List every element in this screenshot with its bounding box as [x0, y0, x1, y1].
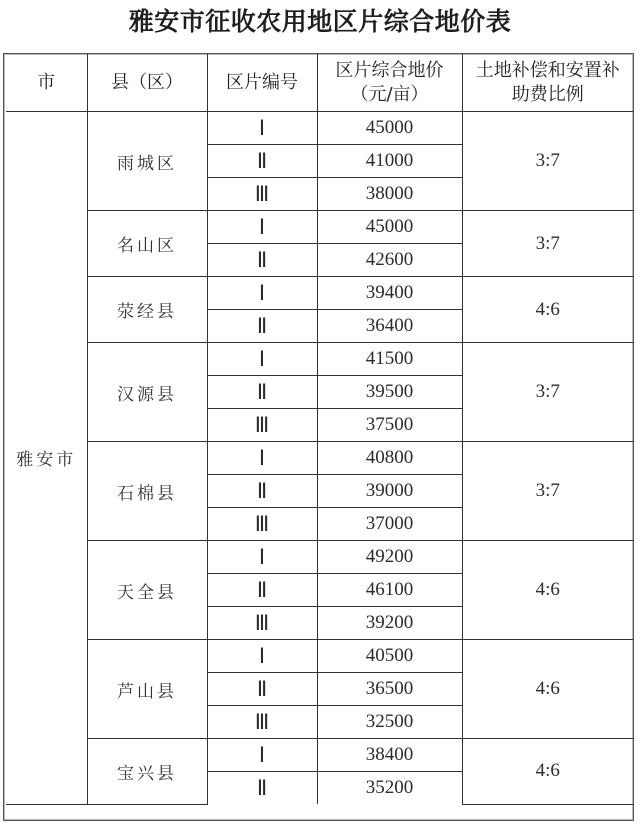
compensation-ratio-cell: 3:7	[462, 112, 633, 211]
composite-price-cell: 40500	[317, 640, 462, 673]
zone-number-cell: Ⅰ	[207, 343, 317, 376]
table-body	[6, 112, 633, 805]
table-header-row	[6, 54, 633, 112]
zone-number-cell: Ⅲ	[207, 607, 317, 640]
zone-number-cell: Ⅱ	[207, 673, 317, 706]
county-cell: 芦山县	[87, 640, 207, 739]
land-price-table	[6, 54, 633, 805]
composite-price-cell: 39500	[317, 376, 462, 409]
composite-price-cell: 46100	[317, 574, 462, 607]
county-cell: 汉源县	[87, 343, 207, 442]
zone-number-cell: Ⅲ	[207, 178, 317, 211]
zone-number-cell: Ⅰ	[207, 211, 317, 244]
table-row	[6, 211, 633, 244]
header-compensation-ratio	[462, 54, 633, 112]
composite-price-cell: 38000	[317, 178, 462, 211]
county-cell: 荥经县	[87, 277, 207, 343]
compensation-ratio-cell: 4:6	[462, 640, 633, 739]
zone-number-cell: Ⅰ	[207, 640, 317, 673]
header-county: 县（区）	[87, 54, 207, 112]
zone-number-cell: Ⅰ	[207, 541, 317, 574]
composite-price-cell: 41500	[317, 343, 462, 376]
composite-price-cell: 35200	[317, 772, 462, 805]
zone-number-cell: Ⅱ	[207, 244, 317, 277]
compensation-ratio-cell: 4:6	[462, 739, 633, 805]
composite-price-cell: 37500	[317, 409, 462, 442]
table-row	[6, 277, 633, 310]
zone-number-cell: Ⅱ	[207, 145, 317, 178]
composite-price-cell: 37000	[317, 508, 462, 541]
composite-price-cell: 32500	[317, 706, 462, 739]
zone-number-cell: Ⅲ	[207, 706, 317, 739]
header-zone-number: 区片编号	[207, 54, 317, 112]
composite-price-cell: 42600	[317, 244, 462, 277]
zone-number-cell: Ⅰ	[207, 442, 317, 475]
compensation-ratio-cell: 4:6	[462, 541, 633, 640]
table-row	[6, 442, 633, 475]
zone-number-cell: Ⅱ	[207, 475, 317, 508]
zone-number-cell: Ⅱ	[207, 772, 317, 805]
table-row	[6, 739, 633, 772]
zone-number-cell: Ⅱ	[207, 310, 317, 343]
zone-number-cell: Ⅰ	[207, 112, 317, 145]
zone-number-cell: Ⅱ	[207, 574, 317, 607]
header-composite-price	[317, 54, 462, 112]
composite-price-cell: 39400	[317, 277, 462, 310]
table-row	[6, 541, 633, 574]
header-ratio-line1: 土地补偿和安置补	[475, 59, 620, 81]
header-city: 市	[6, 54, 87, 112]
zone-number-cell: Ⅰ	[207, 277, 317, 310]
table-row	[6, 640, 633, 673]
header-ratio-line2: 助费比例	[511, 83, 584, 105]
compensation-ratio-cell: 4:6	[462, 277, 633, 343]
land-price-table-container	[3, 53, 634, 821]
composite-price-cell: 41000	[317, 145, 462, 178]
compensation-ratio-cell: 3:7	[462, 343, 633, 442]
compensation-ratio-cell: 3:7	[462, 211, 633, 277]
zone-number-cell: Ⅲ	[207, 508, 317, 541]
county-cell: 宝兴县	[87, 739, 207, 805]
county-cell: 石棉县	[87, 442, 207, 541]
county-cell: 名山区	[87, 211, 207, 277]
header-price-line1: 区片综合地价	[335, 59, 444, 81]
city-cell: 雅安市	[6, 112, 87, 805]
zone-number-cell: Ⅱ	[207, 376, 317, 409]
composite-price-cell: 36400	[317, 310, 462, 343]
document-title: 雅安市征收农用地区片综合地价表	[128, 7, 512, 36]
table-row	[6, 112, 633, 145]
composite-price-cell: 45000	[317, 112, 462, 145]
composite-price-cell: 40800	[317, 442, 462, 475]
header-price-line2: （元/亩）	[350, 83, 429, 105]
composite-price-cell: 36500	[317, 673, 462, 706]
composite-price-cell: 45000	[317, 211, 462, 244]
zone-number-cell: Ⅰ	[207, 739, 317, 772]
composite-price-cell: 49200	[317, 541, 462, 574]
county-cell: 雨城区	[87, 112, 207, 211]
compensation-ratio-cell: 3:7	[462, 442, 633, 541]
composite-price-cell: 39000	[317, 475, 462, 508]
table-row	[6, 343, 633, 376]
zone-number-cell: Ⅲ	[207, 409, 317, 442]
county-cell: 天全县	[87, 541, 207, 640]
composite-price-cell: 39200	[317, 607, 462, 640]
composite-price-cell: 38400	[317, 739, 462, 772]
